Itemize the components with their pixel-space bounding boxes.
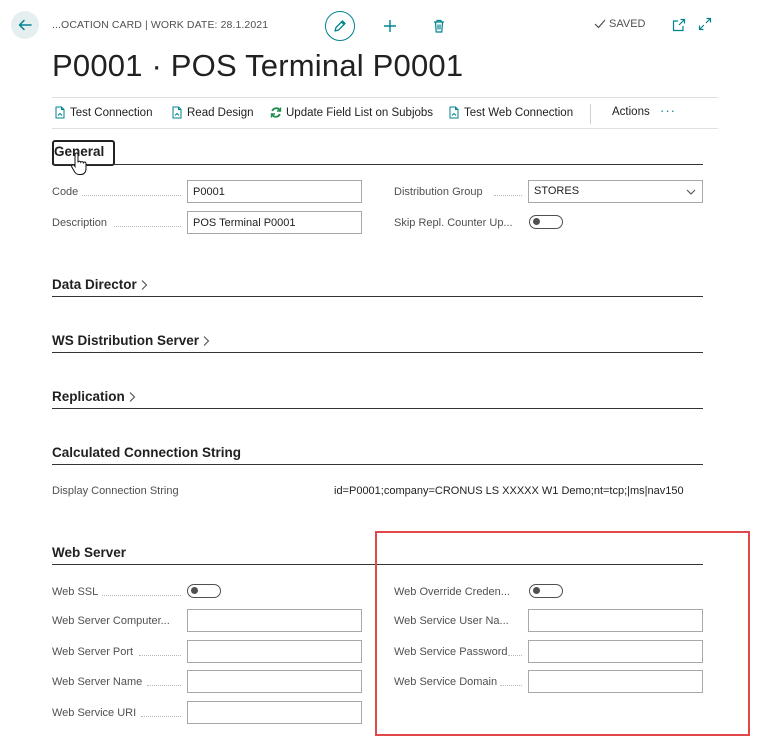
trash-icon bbox=[433, 19, 445, 33]
action-bar bbox=[52, 97, 718, 129]
chevron-right-icon bbox=[140, 279, 148, 291]
chevron-right-icon bbox=[202, 335, 210, 347]
code-label: Code bbox=[52, 186, 79, 198]
web-server-title: Web Server bbox=[52, 545, 127, 560]
more-options-label: ··· bbox=[660, 103, 676, 118]
update-field-list-label: Update Field List on Subjobs bbox=[286, 106, 434, 119]
data-director-title: Data Director bbox=[52, 277, 137, 292]
document-icon bbox=[54, 106, 66, 119]
saved-label: SAVED bbox=[609, 18, 646, 30]
web-server-computer-label: Web Server Computer... bbox=[52, 615, 170, 627]
delete-button[interactable] bbox=[430, 16, 448, 36]
web-service-uri-field[interactable] bbox=[187, 701, 362, 724]
back-button[interactable] bbox=[11, 11, 39, 39]
plus-icon bbox=[383, 19, 397, 33]
test-web-connection-action[interactable] bbox=[448, 106, 573, 119]
saved-status bbox=[594, 18, 645, 30]
checkmark-icon bbox=[594, 19, 606, 29]
distribution-group-value: STORES bbox=[534, 185, 580, 197]
open-in-new-icon bbox=[672, 18, 686, 32]
document-icon bbox=[171, 106, 183, 119]
open-new-window-button[interactable] bbox=[670, 16, 688, 34]
code-dots bbox=[82, 195, 181, 196]
chevron-down-icon bbox=[686, 187, 696, 197]
test-connection-action[interactable] bbox=[54, 106, 152, 119]
web-server-port-field[interactable] bbox=[187, 640, 362, 663]
chevron-right-icon bbox=[128, 391, 136, 403]
skip-repl-counter-label: Skip Repl. Counter Up... bbox=[394, 217, 513, 229]
test-connection-label: Test Connection bbox=[70, 106, 153, 119]
highlight-annotation-box bbox=[375, 531, 750, 736]
description-field[interactable] bbox=[187, 211, 362, 234]
web-server-name-field[interactable] bbox=[187, 670, 362, 693]
section-general[interactable]: General bbox=[54, 144, 105, 159]
page-title: P0001 · POS Terminal P0001 bbox=[52, 48, 464, 83]
calculated-connection-string-title: Calculated Connection String bbox=[52, 445, 242, 460]
web-server-name-dots bbox=[147, 685, 181, 686]
hand-cursor-icon bbox=[70, 152, 88, 178]
arrow-left-icon bbox=[18, 18, 32, 32]
web-service-uri-label: Web Service URI bbox=[52, 707, 137, 719]
expand-icon bbox=[698, 17, 712, 31]
section-web-server[interactable] bbox=[52, 545, 126, 560]
expand-button[interactable] bbox=[696, 15, 714, 33]
distribution-group-dots bbox=[494, 195, 522, 196]
test-web-connection-label: Test Web Connection bbox=[464, 106, 574, 119]
web-service-user-name-label: Web Service User Na... bbox=[394, 615, 509, 627]
actions-label: Actions bbox=[612, 106, 650, 118]
display-connection-string-value: id=P0001;company=CRONUS LS XXXXX W1 Demo;nt=tcp;|ms|nav150 bbox=[334, 485, 684, 497]
read-design-label: Read Design bbox=[187, 106, 254, 119]
web-server-port-label: Web Server Port bbox=[52, 646, 134, 658]
section-replication[interactable] bbox=[52, 389, 136, 404]
section-ws-distribution-server-divider bbox=[52, 352, 703, 353]
description-label: Description bbox=[52, 217, 108, 229]
action-separator bbox=[590, 104, 591, 124]
distribution-group-label: Distribution Group bbox=[394, 186, 483, 198]
web-server-computer-field[interactable] bbox=[187, 609, 362, 632]
section-replication-divider bbox=[52, 408, 703, 409]
update-field-list-action[interactable] bbox=[270, 106, 433, 119]
ws-distribution-server-title: WS Distribution Server bbox=[52, 333, 200, 348]
web-server-port-dots bbox=[139, 655, 181, 656]
web-ssl-toggle[interactable] bbox=[187, 584, 221, 598]
replication-title: Replication bbox=[52, 389, 125, 404]
breadcrumb: ...OCATION CARD | WORK DATE: 28.1.2021 bbox=[52, 19, 269, 31]
section-data-director-divider bbox=[52, 296, 703, 297]
new-button[interactable] bbox=[380, 16, 400, 36]
code-field[interactable] bbox=[187, 180, 362, 203]
actions-menu[interactable] bbox=[612, 106, 650, 118]
read-design-action[interactable] bbox=[171, 106, 253, 119]
refresh-icon bbox=[270, 106, 282, 119]
display-connection-string-label: Display Connection String bbox=[52, 485, 179, 497]
edit-button[interactable] bbox=[325, 11, 355, 41]
web-ssl-dots bbox=[102, 595, 181, 596]
description-dots bbox=[114, 226, 181, 227]
pencil-icon bbox=[333, 19, 347, 33]
web-service-password-label: Web Service Password bbox=[394, 646, 508, 658]
section-ws-distribution-server[interactable] bbox=[52, 333, 210, 348]
web-override-credentials-label: Web Override Creden... bbox=[394, 586, 510, 598]
skip-repl-counter-toggle[interactable] bbox=[529, 215, 563, 229]
web-server-name-label: Web Server Name bbox=[52, 676, 143, 688]
web-ssl-label: Web SSL bbox=[52, 586, 99, 598]
web-service-uri-dots bbox=[141, 716, 181, 717]
section-calculated-connection-string[interactable] bbox=[52, 445, 241, 460]
section-calculated-connection-string-divider bbox=[52, 464, 703, 465]
document-icon bbox=[448, 106, 460, 119]
more-options-button[interactable] bbox=[660, 103, 676, 118]
section-general-divider bbox=[52, 164, 703, 165]
web-service-domain-label: Web Service Domain bbox=[394, 676, 498, 688]
section-data-director[interactable] bbox=[52, 277, 148, 292]
distribution-group-select[interactable] bbox=[528, 180, 703, 203]
